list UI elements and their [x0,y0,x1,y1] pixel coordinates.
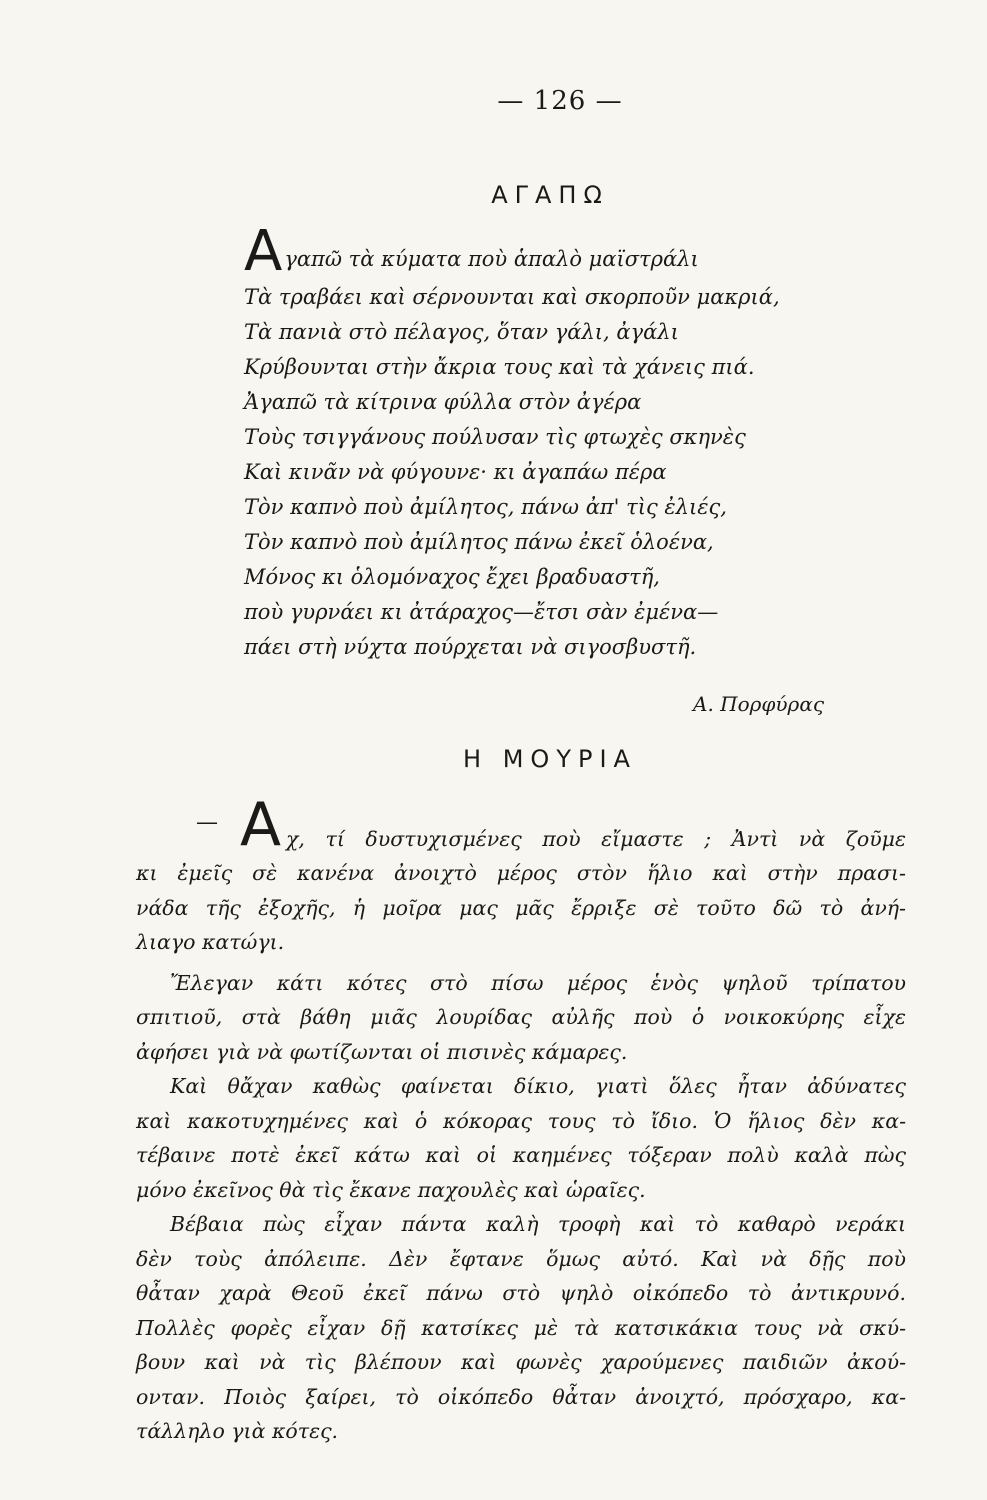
story-line: θἆταν χαρὰ Θεοῦ ἐκεῖ πάνω στὸ ψηλὸ οἰκόπεδο τὸ ἀντικρυνό. [136,1281,906,1305]
poem-line: Μόνος κι ὁλομόναχος ἔχει βραδυαστῆ, [244,565,660,589]
poem-drop-cap: Α [244,219,283,284]
poem-line: Τοὺς τσιγγάνους πούλυσαν τὶς φτωχὲς σκηνὲς [244,425,746,449]
poem-line: Καὶ κινᾶν νὰ φύγουνε· κι ἀγαπάω πέρα [244,460,667,484]
poem-line: Τὰ τραβάει καὶ σέρνουνται καὶ σκορποῦν μακριά, [244,285,780,309]
poem-first-line [244,219,834,284]
story-body [136,790,906,1449]
story-line: τέβαινε ποτὲ ἐκεῖ κάτω καὶ οἱ καημένες τόξεραν πολὺ καλὰ πὼς [136,1143,906,1167]
story-line: λιαγο κατώγι. [136,930,285,954]
story-line: βουν καὶ νὰ τὶς βλέπουν καὶ φωνὲς χαρούμενες παιδιῶν ἀκού- [136,1350,906,1374]
story-line: ονταν. Ποιὸς ξαίρει, τὸ οἰκόπεδο θἆταν ἀνοιχτό, πρόσχαρο, κα- [136,1384,906,1409]
story-line: καὶ κακοτυχημένες καὶ ὁ κόκορας τους τὸ ἴδιο. Ὁ ἥλιος δὲν κα- [136,1108,906,1133]
page-number: — 126 — [497,86,623,116]
poem-line: πάει στὴ νύχτα πούρχεται νὰ σιγοσβυστῆ. [244,635,697,659]
story-line: δὲν τοὺς ἀπόλειπε. Δὲν ἔφτανε ὅμως αὐτό. Καὶ νὰ δῇς ποὺ [136,1246,906,1271]
story-line: Ἔλεγαν κάτι κότες στὸ πίσω μέρος ἑνὸς ψηλοῦ τρίπατου [170,970,906,995]
poem-title: ΑΓΑΠΩ [491,181,609,209]
story-title: Η ΜΟΥΡΙΑ [463,745,637,773]
story-line: νάδα τῆς ἐξοχῆς, ἡ μοῖρα μας μᾶς ἔρριξε σὲ τοῦτο δῶ τὸ ἀνή- [136,895,906,920]
story-line: Πολλὲς φορὲς εἶχαν δῇ κατσίκες μὲ τὰ κατσικάκια τους νὰ σκύ- [136,1315,906,1340]
story-line: Καὶ θἄχαν καθὼς φαίνεται δίκιο, γιατὶ ὅλες ἦταν ἀδύνατες [170,1074,906,1098]
story-first-line [136,790,906,860]
poem-line: Κρύβουνται στὴν ἄκρια τους καὶ τὰ χάνεις πιά. [244,355,755,379]
poem-line: Τὸν καπνὸ ποὺ ἀμίλητος, πάνω ἀπ' τὶς ἐλιές, [244,495,727,519]
story-line: Βέβαια πὼς εἶχαν πάντα καλὴ τροφὴ καὶ τὸ καθαρὸ νεράκι [170,1212,906,1236]
story-line: κι ἐμεῖς σὲ κανένα ἀνοιχτὸ μέρος στὸν ἥλιο καὶ στὴν πρασι- [136,861,906,885]
poem-line: Ἀγαπῶ τὰ κίτρινα φύλλα στὸν ἀγέρα [244,390,642,414]
story-line: σπιτιοῦ, στὰ βάθη μιᾶς λουρίδας αὐλῆς ποὺ ὁ νοικοκύρης εἶχε [136,1005,906,1029]
story-first-line-text: χ, τί δυστυχισμένες ποὺ εἴμαστε ; Ἀντὶ νὰ ζοῦμε [286,827,906,851]
story-line: τάλληλο γιὰ κότες. [136,1419,339,1443]
poem-author: Α. Πορφύρας [693,692,825,716]
poem-body [244,220,834,665]
story-line: μόνο ἐκεῖνος θὰ τὶς ἔκανε παχουλὲς καὶ ὡραῖες. [136,1177,646,1202]
dialogue-dash: — [196,810,218,835]
poem-first-line-text: γαπῶ τὰ κύματα ποὺ ἁπαλὸ μαϊστράλι [284,247,699,271]
story-line: ἀφήσει γιὰ νὰ φωτίζωνται οἱ πισινὲς κάμαρες. [136,1039,628,1064]
poem-line: Τὰ πανιὰ στὸ πέλαγος, ὅταν γάλι, ἀγάλι [244,320,679,344]
poem-line: ποὺ γυρνάει κι ἀτάραχος—ἔτσι σὰν ἐμένα— [244,600,719,624]
story-drop-cap: Α [240,790,282,860]
poem-line: Τὸν καπνὸ ποὺ ἀμίλητος πάνω ἐκεῖ ὁλοένα, [244,530,714,554]
